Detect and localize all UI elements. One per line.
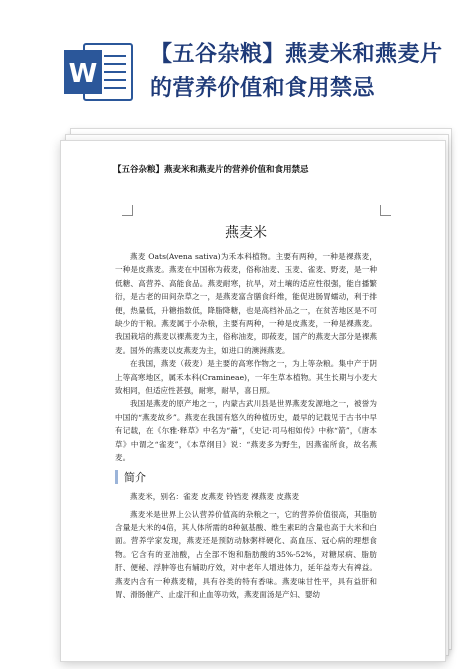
paragraph: 在我国，燕麦（莜麦）是主要的高寒作物之一，为上等杂粮。集中产于阴上等高寒地区，属禾本科(Cramineae)，一年生草本植物。其生长期与小麦大致相同，但适应性甚强，耐寒，耐旱，喜日照。 [115,359,377,396]
alias-line: 燕麦米，别名：雀麦 皮燕麦 铃铛麦 裸燕麦 皮燕麦 [130,491,300,501]
document-page-header: 【五谷杂粮】燕麦米和燕麦片的营养价值和食用禁忌 [113,165,309,175]
page-title: 【五谷杂粮】燕麦米和燕麦片的营养价值和食用禁忌 [150,42,443,101]
section-title: 简介 [124,470,146,484]
crop-mark-top-right [380,205,391,216]
crop-mark-top-left [122,205,133,216]
paragraph: 我国是燕麦的原产地之一，内蒙古武川县是世界燕麦发源地之一，被誉为中国的“燕麦故乡”。燕麦在我国有悠久的种植历史，最早的记载见于古书中早有记载，在《尔雅·释草》中名为“蘥”，《史记·司马相如传》中称“箭”，《唐本草》中谓之“雀麦”，《本草纲目》说：“燕麦多为野生，因燕雀所食，故名燕麦。 [115,399,377,463]
section-bar [115,470,118,484]
document-title: 燕麦米 [225,225,267,241]
paragraph: 燕麦 Oats(Avena sativa)为禾本科植物。主要有两种，一种是裸燕麦，一种是皮燕麦。燕麦在中国称为莜麦，俗称油麦、玉麦、雀麦、野麦，是一种低糖、高营养、高能食品。燕麦耐寒，抗旱，对土壤的适应性很强，能自播繁衍，是古老的田间杂草之一，是燕麦富含膳食纤维，能促进肠胃蠕动，利于排便，热量低，升糖指数低，降脂降糖，也是高档补品之一，在贫苦地区是不可缺少的干粮。燕麦属于小杂粮，主要有两种，一种是皮燕麦，一种是裸燕麦。我国栽培的燕麦以裸燕麦为主，俗称油麦，即莜麦，国产的燕麦大部分是裸燕麦。国外的燕麦以皮燕麦为主，如进口的澳洲燕麦。 [115,252,377,355]
intro-paragraph: 燕麦米是世界上公认营养价值高的杂粮之一，它的营养价值很高，其脂肪含量是大米的4倍，其人体所需的8种氨基酸、维生素E的含量也高于大米和白面。营养学家发现，燕麦还是预防动脉粥样硬化、高血压、冠心病的理想食物。它含有的亚油酸，占全部不饱和脂肪酸的35%-52%，对糖尿病、脂肪肝、便秘、浮肿等也有辅助疗效，对中老年人增进体力，延年益寿大有裨益。燕麦内含有一种燕麦精，具有谷类的特有香味。燕麦味甘性平，具有益肝和胃、滑肠催产、止虚汗和止血等功效，燕麦面汤是产妇、婴幼 [115,509,377,599]
document-body [115,222,377,601]
word-document-icon [62,40,136,104]
word-icon-letter: W [68,59,98,89]
section-heading [115,469,377,485]
